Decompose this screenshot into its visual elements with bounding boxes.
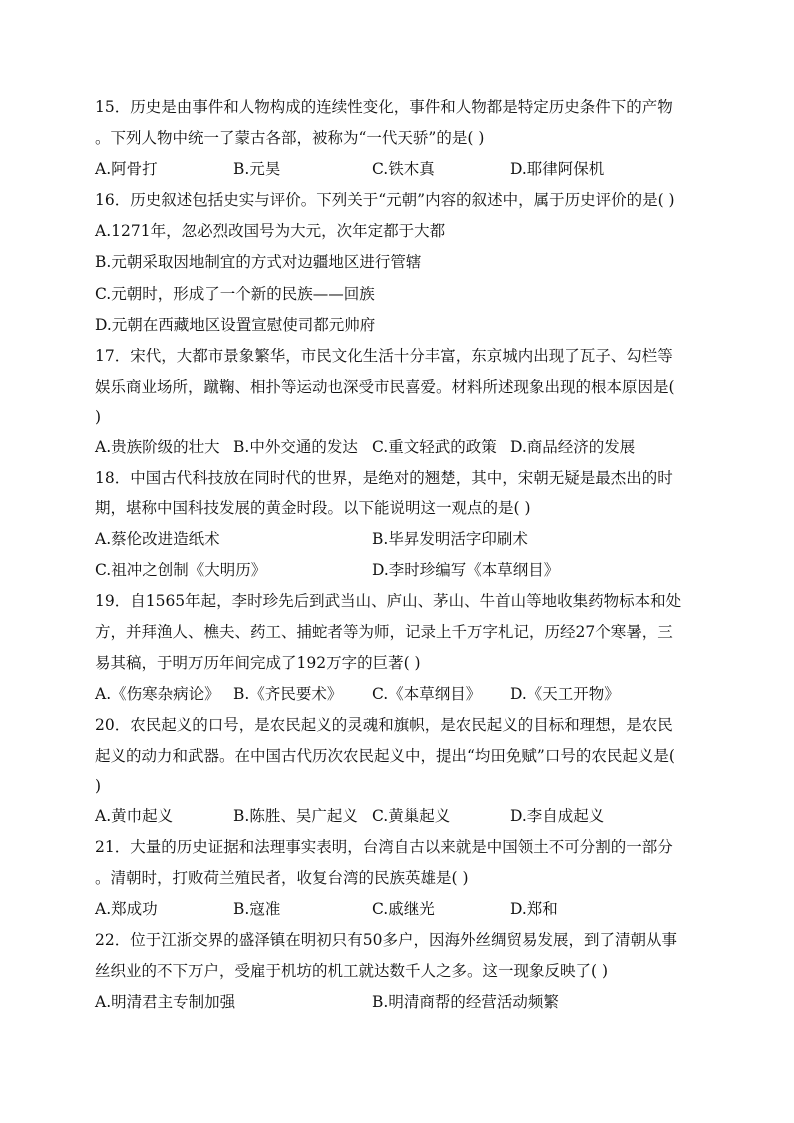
question-16-option-a: A.1271年，忽必烈改国号为大元，次年定都于大都 <box>95 222 446 240</box>
question-21-option-b: B.寇准 <box>233 900 281 918</box>
question-17-option-d: D.商品经济的发展 <box>510 438 636 456</box>
question-19-option-a: A.《伤寒杂病论》 <box>95 685 220 703</box>
question-17-text-line-2: 娱乐商业场所，蹴鞠、相扑等运动也深受市民喜爱。材料所述现象出现的根本原因是( <box>95 378 675 396</box>
question-16-option-d: D.元朝在西藏地区设置宣慰使司都元帅府 <box>95 316 376 334</box>
question-21-option-a: A.郑成功 <box>95 900 158 918</box>
question-17-text-line-3: ) <box>95 408 102 426</box>
question-19-text-line-3: 易其稿，于明万历年间完成了192万字的巨著( ) <box>95 654 421 672</box>
question-18-text-line-2: 期，堪称中国科技发展的黄金时段。以下能说明这一观点的是( ) <box>95 499 531 517</box>
question-20-option-b: B.陈胜、吴广起义 <box>233 807 358 825</box>
question-18-text-line-1: 18．中国古代科技放在同时代的世界，是绝对的翘楚，其中，宋朝无疑是最杰出的时 <box>95 469 673 487</box>
question-17-option-a: A.贵族阶级的壮大 <box>95 438 220 456</box>
question-19-text-line-1: 19．自1565年起，李时珍先后到武当山、庐山、茅山、牛首山等地收集药物标本和处 <box>95 592 682 610</box>
question-21-option-d: D.郑和 <box>510 900 558 918</box>
question-18-option-a: A.蔡伦改进造纸术 <box>95 530 220 548</box>
question-15-text-line-1: 15．历史是由事件和人物构成的连续性变化，事件和人物都是特定历史条件下的产物 <box>95 98 673 116</box>
question-22-text-line-1: 22．位于江浙交界的盛泽镇在明初只有50多户，因海外丝绸贸易发展，到了清朝从事 <box>95 931 677 949</box>
question-15-option-d: D.耶律阿保机 <box>510 160 605 178</box>
question-22-text-line-2: 丝织业的不下万户，受雇于机坊的机工就达数千人之多。这一现象反映了( ) <box>95 962 609 980</box>
question-19-option-d: D.《天工开物》 <box>510 685 620 703</box>
question-19-option-b: B.《齐民要术》 <box>233 685 343 703</box>
question-17-option-c: C.重文轻武的政策 <box>372 438 497 456</box>
question-15-text-line-2: 。下列人物中统一了蒙古各部，被称为“一代天骄”的是( ) <box>95 129 485 147</box>
question-21-option-c: C.戚继光 <box>372 900 435 918</box>
question-16-option-c: C.元朝时，形成了一个新的民族——回族 <box>95 285 375 303</box>
question-17-text-line-1: 17．宋代，大都市景象繁华，市民文化生活十分丰富，东京城内出现了瓦子、勾栏等 <box>95 347 673 365</box>
question-16-text-line-1: 16．历史叙述包括史实与评价。下列关于“元朝”内容的叙述中，属于历史评价的是( ) <box>95 191 675 209</box>
question-15-option-c: C.铁木真 <box>372 160 435 178</box>
question-18-option-b: B.毕昇发明活字印刷术 <box>372 530 528 548</box>
question-20-option-d: D.李自成起义 <box>510 807 605 825</box>
question-19-text-line-2: 方，并拜渔人、樵夫、药工、捕蛇者等为师，记录上千万字札记，历经27个寒暑，三 <box>95 623 673 641</box>
question-20-option-a: A.黄巾起义 <box>95 807 174 825</box>
question-19-option-c: C.《本草纲目》 <box>372 685 482 703</box>
question-20-text-line-1: 20．农民起义的口号，是农民起义的灵魂和旗帜，是农民起义的目标和理想，是农民 <box>95 716 673 734</box>
question-21-text-line-2: 。清朝时，打败荷兰殖民者，收复台湾的民族英雄是( ) <box>95 869 469 887</box>
question-22-option-b: B.明清商帮的经营活动频繁 <box>372 993 559 1011</box>
question-18-option-c: C.祖冲之创制《大明历》 <box>95 561 267 579</box>
question-15-option-a: A.阿骨打 <box>95 160 158 178</box>
question-17-option-b: B.中外交通的发达 <box>233 438 358 456</box>
question-15-option-b: B.元昊 <box>233 160 281 178</box>
question-16-option-b: B.元朝采取因地制宜的方式对边疆地区进行管辖 <box>95 253 422 271</box>
question-20-text-line-3: ) <box>95 777 102 795</box>
question-18-option-d: D.李时珍编写《本草纲目》 <box>372 561 560 579</box>
question-21-text-line-1: 21．大量的历史证据和法理事实表明，台湾自古以来就是中国领土不可分割的一部分 <box>95 838 673 856</box>
question-22-option-a: A.明清君主专制加强 <box>95 993 236 1011</box>
question-20-option-c: C.黄巢起义 <box>372 807 451 825</box>
question-20-text-line-2: 起义的动力和武器。在中国古代历次农民起义中，提出“均田免赋”口号的农民起义是( <box>95 747 675 765</box>
